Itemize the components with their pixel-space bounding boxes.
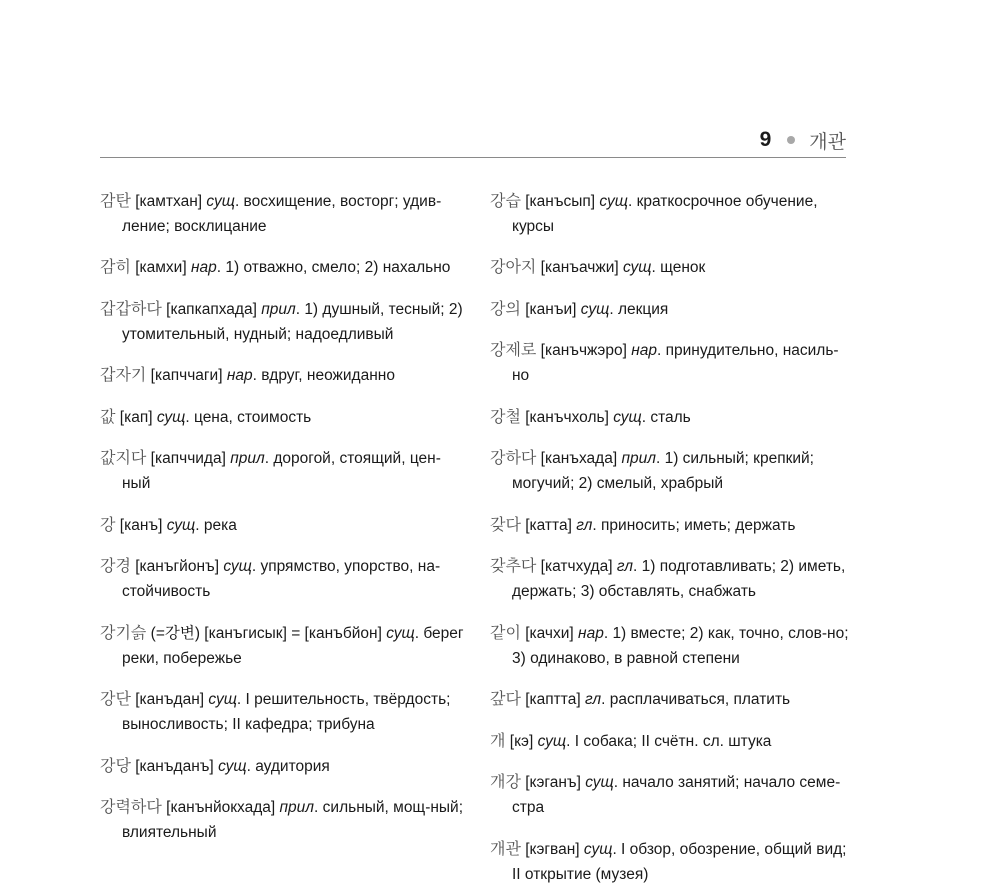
dictionary-entry (100, 620, 468, 671)
entry-part-of-speech: нар (631, 342, 657, 359)
entry-transcription: [каптта] (520, 691, 585, 708)
entry-part-of-speech: сущ (622, 259, 652, 276)
bullet-dot-icon (787, 136, 795, 144)
entry-part-of-speech: сущ (585, 774, 614, 791)
dictionary-entry (490, 553, 850, 604)
entry-part-of-speech: сущ (166, 516, 196, 534)
entry-headword: 강제로 (490, 340, 537, 359)
dictionary-entry (490, 836, 850, 887)
entry-transcription: [кэ] (505, 732, 538, 750)
entry-part-of-speech: сущ (613, 408, 642, 426)
entry-part-of-speech: сущ (580, 300, 610, 318)
entry-part-of-speech: сущ (156, 408, 186, 426)
dictionary-entry (490, 512, 850, 538)
entry-part-of-speech: гл (576, 516, 593, 534)
dictionary-entry (490, 296, 850, 322)
entry-transcription: [канъи] (520, 300, 581, 318)
entry-definition: . расплачиваться, платить (601, 691, 791, 708)
entry-transcription: [качхи] (520, 624, 579, 642)
left-column (100, 172, 468, 850)
header-rule (100, 157, 846, 158)
entry-definition: . 1) сильный; крепкий; могучий; 2) смелый, храбрый (512, 450, 814, 492)
entry-definition: . берег реки, побережье (122, 624, 464, 667)
entry-part-of-speech: сущ (206, 192, 235, 210)
dictionary-entry (100, 254, 468, 280)
entry-transcription: [канъчхоль] (520, 408, 614, 426)
entry-part-of-speech: нар (226, 367, 253, 384)
entry-headword: 강당 (100, 755, 131, 775)
entry-headword: 강기슭 (100, 622, 147, 642)
entry-part-of-speech: нар (578, 624, 604, 642)
entry-headword: 갑갑하다 (100, 298, 162, 318)
dictionary-entry (100, 686, 468, 737)
entry-part-of-speech: прил (621, 450, 656, 467)
entry-transcription: [камтхан] (130, 192, 207, 210)
entry-transcription: [канъсып] (520, 192, 600, 210)
entry-headword: 개강 (490, 772, 521, 791)
dictionary-entry (100, 188, 468, 239)
entry-headword: 개 (490, 730, 506, 750)
entry-transcription: [канъхада] (536, 450, 622, 467)
entry-headword: 강의 (490, 298, 521, 318)
entry-part-of-speech: нар (190, 259, 217, 276)
entry-part-of-speech: сущ (537, 732, 567, 750)
entry-definition: . приносить; иметь; держать (592, 516, 796, 534)
entry-definition: . река (195, 516, 237, 534)
entry-part-of-speech: сущ (223, 558, 252, 575)
entry-headword: 강아지 (490, 257, 537, 276)
entry-headword: 강습 (490, 190, 521, 210)
entry-definition: . краткосрочное обучение, курсы (512, 192, 818, 235)
entry-transcription: [канъдан] (130, 691, 209, 708)
dictionary-entry (100, 512, 468, 538)
entry-headword: 갚다 (490, 689, 521, 708)
entry-transcription: [катта] (520, 516, 577, 534)
entry-part-of-speech: сущ (599, 192, 628, 210)
dictionary-entry (100, 553, 468, 604)
entry-transcription: [кэгван] (520, 840, 584, 858)
entry-definition: . восхищение, восторг; удив-ление; восклицание (122, 192, 442, 235)
entry-transcription: [канъгйонъ] (130, 558, 224, 575)
entry-headword: 갖다 (490, 514, 521, 534)
entry-part-of-speech: сущ (583, 840, 613, 858)
dictionary-entry (490, 728, 850, 754)
entry-headword: 값지다 (100, 448, 147, 467)
entry-part-of-speech: гл (584, 691, 602, 708)
entry-definition: . вдруг, неожиданно (252, 367, 395, 384)
entry-headword: 감히 (100, 257, 131, 276)
entry-definition: . I решительность, твёрдость; выносливость; II кафедра; трибуна (122, 691, 451, 733)
entry-transcription: [камхи] (130, 259, 191, 276)
entry-headword: 감탄 (100, 190, 131, 210)
entry-transcription: [канъданъ] (130, 757, 219, 775)
entry-definition: . принудительно, насиль-но (512, 342, 839, 384)
dictionary-entry (100, 445, 468, 496)
entry-transcription: (=강변) [канъгисык] = [канъбйон] (146, 624, 387, 642)
dictionary-entry (490, 254, 850, 280)
entry-headword: 갑자기 (100, 365, 147, 384)
entry-definition: . сталь (641, 408, 691, 426)
dictionary-entry (490, 620, 850, 671)
entry-transcription: [канънйокхада] (161, 799, 280, 816)
dictionary-entry (490, 769, 850, 820)
entry-headword: 강단 (100, 689, 131, 708)
entry-headword: 강철 (490, 406, 521, 426)
entry-definition: . I собака; II счётн. сл. штука (566, 732, 772, 750)
right-column (490, 172, 850, 891)
entry-transcription: [капкапхада] (161, 300, 262, 318)
entry-part-of-speech: сущ (208, 691, 237, 708)
entry-transcription: [катчхуда] (536, 558, 617, 575)
dictionary-entry (490, 686, 850, 712)
entry-definition: . аудитория (246, 757, 330, 775)
entry-transcription: [канъачжи] (536, 259, 623, 276)
dictionary-entry (490, 188, 850, 239)
page-header (100, 124, 846, 156)
entry-headword: 개관 (490, 838, 521, 858)
entry-part-of-speech: сущ (218, 757, 247, 775)
entry-definition: . дорогой, стоящий, цен-ный (122, 450, 441, 492)
entry-definition: . 1) отважно, смело; 2) нахально (216, 259, 451, 276)
entry-definition: . цена, стоимость (185, 408, 312, 426)
entry-headword: 강 (100, 514, 116, 534)
dictionary-entry (100, 753, 468, 779)
entry-transcription: [канъчжэро] (536, 342, 632, 359)
entry-definition: . сильный, мощ-ный; влиятельный (122, 799, 464, 841)
entry-headword: 같이 (490, 622, 521, 642)
entry-definition: . 1) душный, тесный; 2) утомительный, нудный; надоедливый (122, 300, 463, 343)
entry-definition: . 1) подготавливать; 2) иметь, держать; 3) обставлять, снабжать (512, 558, 846, 600)
dictionary-entry (490, 404, 850, 430)
dictionary-entry (100, 296, 468, 347)
dictionary-entry (100, 794, 468, 845)
entry-transcription: [кэганъ] (520, 774, 586, 791)
dictionary-entry (490, 445, 850, 496)
entry-transcription: [капччида] (146, 450, 231, 467)
dictionary-entry (100, 362, 468, 388)
entry-headword: 값 (100, 406, 116, 426)
entry-headword: 갖추다 (490, 556, 537, 575)
entry-part-of-speech: сущ (386, 624, 415, 642)
entry-definition: . щенок (651, 259, 706, 276)
entry-definition: . начало занятий; начало семе-стра (512, 774, 841, 816)
entry-part-of-speech: прил (261, 300, 296, 318)
dictionary-entry (490, 337, 850, 388)
entry-transcription: [канъ] (115, 516, 167, 534)
entry-part-of-speech: прил (230, 450, 265, 467)
entry-part-of-speech: гл (616, 558, 634, 575)
dictionary-entry (100, 404, 468, 430)
page-number: 9 (759, 128, 772, 151)
entry-headword: 강경 (100, 556, 131, 575)
entry-headword: 강력하다 (100, 797, 162, 816)
entry-transcription: [кап] (115, 408, 157, 426)
entry-definition: . упрямство, упорство, на-стойчивость (122, 558, 441, 600)
entry-definition: . I обзор, обозрение, общий вид; II открытие (музея) (512, 840, 847, 883)
entry-definition: . 1) вместе; 2) как, точно, слов-но; 3) одинаково, в равной степени (512, 624, 849, 667)
running-head: 개관 (809, 130, 846, 153)
entry-headword: 강하다 (490, 448, 537, 467)
entry-transcription: [капччаги] (146, 367, 227, 384)
entry-definition: . лекция (609, 300, 669, 318)
entry-part-of-speech: прил (279, 799, 315, 816)
